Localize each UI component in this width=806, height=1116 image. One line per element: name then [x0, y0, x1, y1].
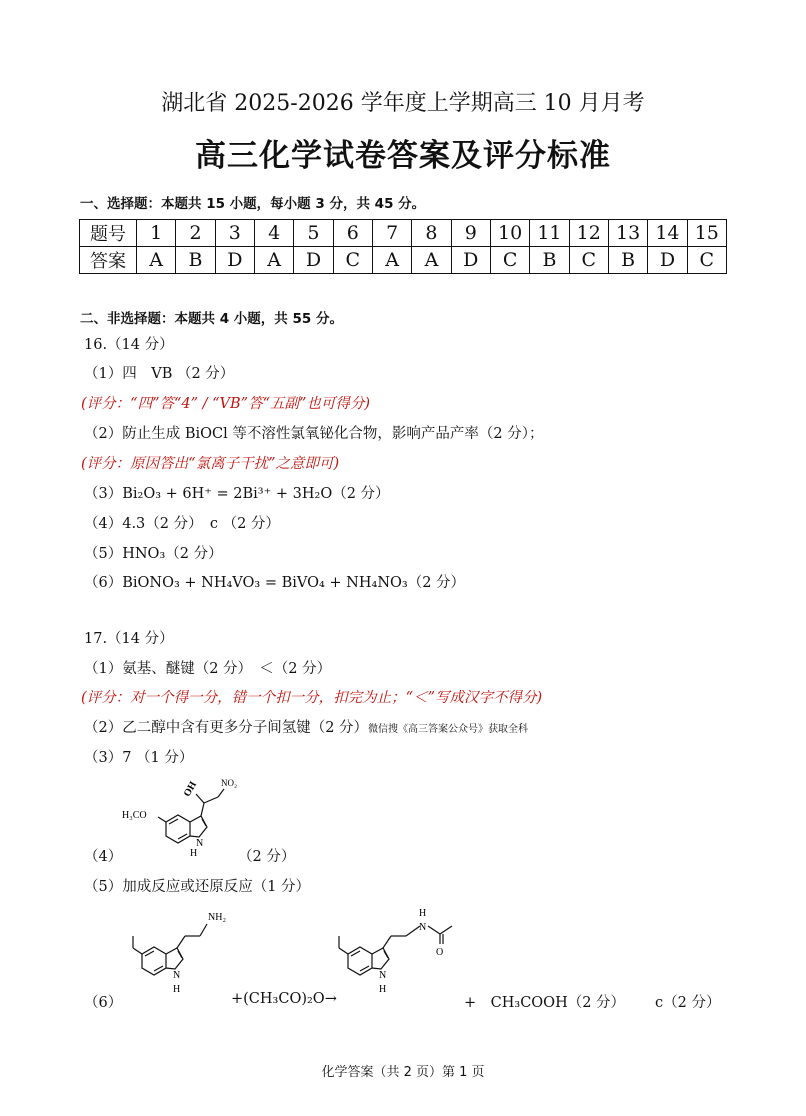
- nitro-label: NO₂: [221, 778, 238, 788]
- question-number: 5: [294, 220, 333, 247]
- q16-answer-6: （6）BiONO₃ + NH₄VO₃ = BiVO₄ + NH₄NO₃（2 分）: [84, 575, 466, 591]
- answer-cell: C: [687, 247, 726, 274]
- indole-n-label: N: [379, 970, 387, 981]
- question-number: 13: [608, 220, 647, 247]
- q17-answer-4-label: （4）: [84, 849, 123, 865]
- row-label-number: 题号: [80, 220, 137, 247]
- question-number: 14: [648, 220, 687, 247]
- reaction-reagent: +(CH₃CO)₂O→: [231, 991, 337, 1007]
- q17-grading-note-1: (评分：对一个得一分，错一个扣一分，扣完为止；“＜”写成汉字不得分): [81, 690, 543, 706]
- indole-n-label: N: [196, 838, 204, 849]
- pyrrole-ring: [372, 948, 389, 969]
- amide-n-label: N: [419, 922, 427, 933]
- indole-n-label: N: [173, 970, 181, 981]
- answer-cell: C: [569, 247, 608, 274]
- q17-answer-6-label: （6）: [84, 995, 123, 1011]
- answer-table: [79, 219, 727, 274]
- question-number: 4: [254, 220, 293, 247]
- q16-answer-1: （1）四 VB （2 分）: [84, 366, 235, 382]
- answer-cell: D: [451, 247, 490, 274]
- wechat-note: 微信搜《高三答案公众号》获取全科: [368, 724, 529, 735]
- q17-title: 17.（14 分）: [84, 631, 174, 647]
- question-number-row: [80, 220, 727, 247]
- question-number: 3: [215, 220, 254, 247]
- exam-title: 湖北省 2025-2026 学年度上学期高三 10 月月考: [161, 91, 645, 116]
- question-number: 11: [530, 220, 569, 247]
- question-number: 6: [333, 220, 372, 247]
- question-number: 15: [687, 220, 726, 247]
- answer-row: [80, 247, 727, 274]
- amine-label: NH₂: [208, 912, 226, 923]
- q16-answer-4: （4）4.3（2 分） c （2 分）: [84, 516, 280, 532]
- question-number: 7: [372, 220, 411, 247]
- answer-cell: B: [530, 247, 569, 274]
- q17-answer-4-score: （2 分）: [238, 849, 296, 865]
- row-label-answer: 答案: [80, 247, 137, 274]
- section2-heading: 二、非选择题：本题共 4 小题，共 55 分。: [80, 311, 343, 327]
- question-number: 12: [569, 220, 608, 247]
- answer-cell: A: [254, 247, 293, 274]
- q16-title: 16.（14 分）: [84, 337, 174, 353]
- hydroxyl-label: OH: [181, 779, 200, 799]
- question-number: 2: [176, 220, 215, 247]
- question-number: 9: [451, 220, 490, 247]
- answer-cell: B: [176, 247, 215, 274]
- answer-cell: A: [372, 247, 411, 274]
- answer-cell: D: [215, 247, 254, 274]
- q16-answer-2: （2）防止生成 BiOCl 等不溶性氯氧铋化合物，影响产品产率（2 分）；: [84, 426, 544, 442]
- amide-h-label: H: [419, 908, 427, 919]
- q16-answer-3: （3）Bi₂O₃ + 6H⁺ = 2Bi³⁺ + 3H₂O（2 分）: [84, 486, 390, 502]
- answer-cell: D: [294, 247, 333, 274]
- structure-4-diagram: [118, 770, 248, 862]
- q17-answer-2: [84, 716, 528, 737]
- indole-h-label: H: [379, 984, 387, 995]
- question-number: 8: [412, 220, 451, 247]
- methoxy-label: H₃CO: [122, 810, 147, 821]
- question-number: 1: [137, 220, 176, 247]
- pyrrole-ring: [166, 948, 183, 969]
- answer-cell: D: [648, 247, 687, 274]
- answer-cell: C: [490, 247, 529, 274]
- q17-answer-3: （3）7 （1 分）: [84, 750, 194, 766]
- answer-cell: A: [412, 247, 451, 274]
- indole-h-label: H: [190, 848, 198, 859]
- q17-answer-1: （1）氨基、醚键（2 分） ＜（2 分）: [84, 661, 332, 677]
- answer-cell: C: [333, 247, 372, 274]
- q16-grading-note-2: (评分：原因答出“氯离子干扰”之意即可): [81, 456, 340, 472]
- q16-answer-5: （5）HNO₃（2 分）: [84, 546, 223, 562]
- indole-h-label: H: [173, 984, 181, 995]
- q17-answer-2-text: （2）乙二醇中含有更多分子间氢键（2 分）: [84, 720, 369, 736]
- structure-6-reactant-diagram: [112, 906, 242, 1006]
- question-number: 10: [490, 220, 529, 247]
- answer-cell: A: [137, 247, 176, 274]
- page-footer: 化学答案（共 2 页）第 1 页: [321, 1065, 485, 1080]
- answer-key-title: 高三化学试卷答案及评分标准: [195, 138, 611, 174]
- q17-answer-5: （5）加成反应或还原反应（1 分）: [84, 879, 311, 895]
- pyrrole-ring: [190, 816, 207, 837]
- carbonyl-o-label: O: [436, 947, 444, 958]
- answer-cell: B: [608, 247, 647, 274]
- q16-grading-note-1: (评分：“四”答“4” / “VB”答“五副”也可得分): [81, 396, 371, 412]
- reaction-byproduct: + CH₃COOH（2 分）: [464, 995, 626, 1011]
- section1-heading: 一、选择题：本题共 15 小题，每小题 3 分，共 45 分。: [80, 196, 426, 212]
- structure-6-product-diagram: [318, 900, 478, 1006]
- q17-answer-6-choice: c（2 分）: [655, 995, 721, 1011]
